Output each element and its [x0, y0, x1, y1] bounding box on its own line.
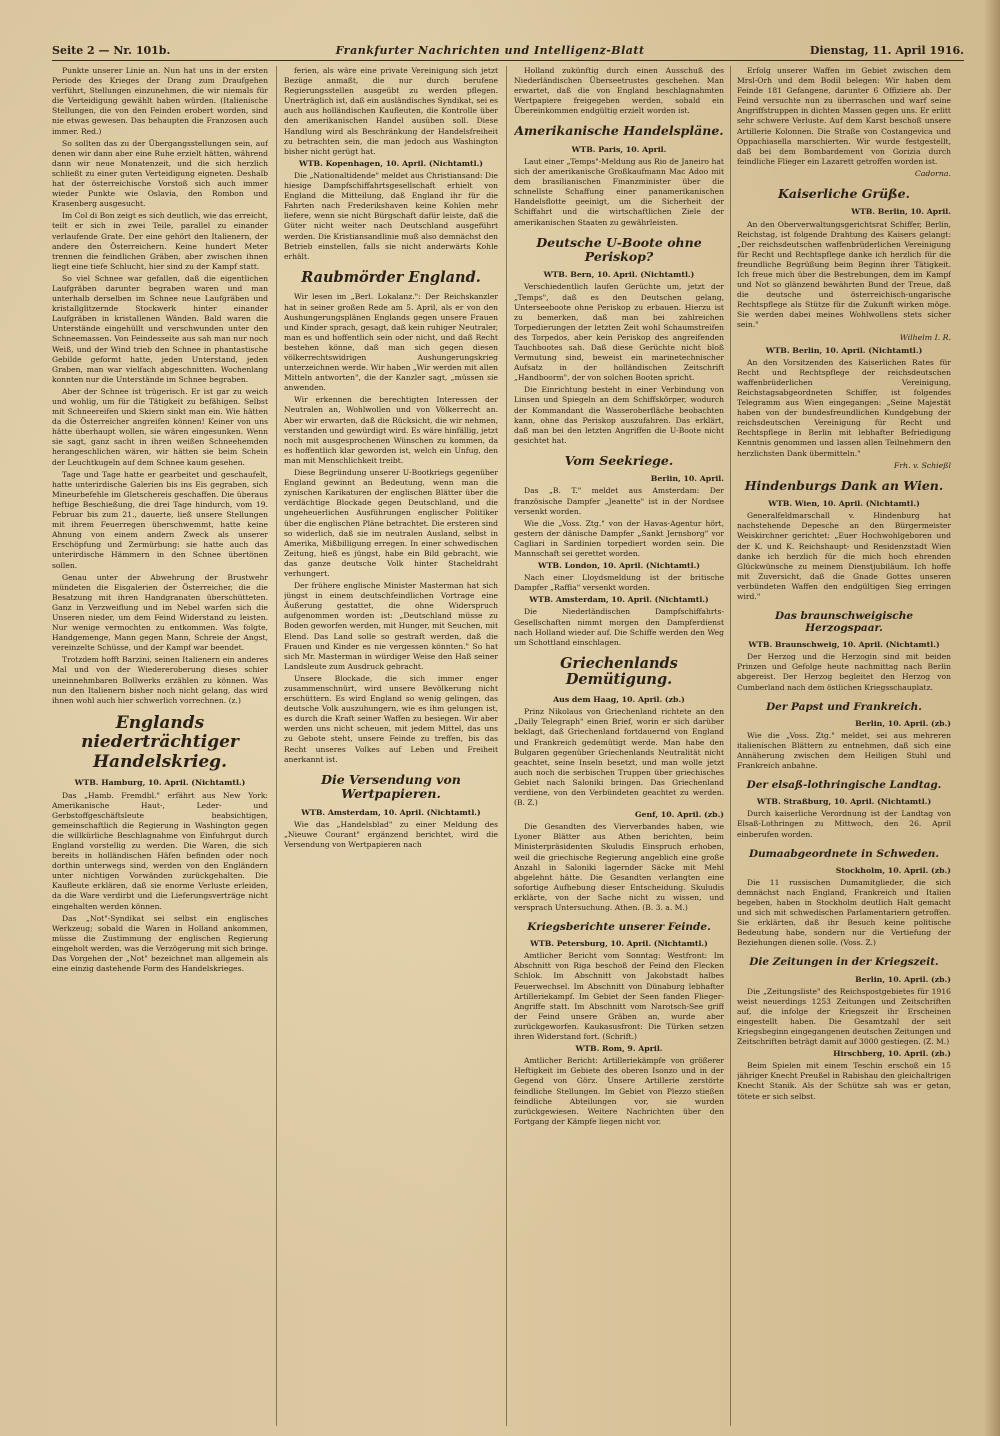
- dateline: WTB. London, 10. April. (Nichtamtl.): [538, 561, 700, 571]
- headline-landtag: Der elsaß-lothringische Landtag.: [746, 779, 942, 792]
- article-text: Unsere Blockade, die sich immer enger zusammenschnürt, wird unsere Bevölkerung nicht erschüttern. Es wird England so wenig gelingen, das deutsche Volk auszuhungern, wie es ihm gelungen ist, es durch die Kraft seiner Waffen zu besiegen. Wir aber werden uns nicht scheuen, mit jedem Mittel, das uns zu Gebote steht, unsere Feinde zu treffen, bis das Recht unseres Volkes auf Leben und Freiheit anerkannt ist.: [284, 673, 498, 764]
- article-text: So sollten das zu der Übergangsstellungen sein, auf denen wir dann aber eine Ruhe erzielt hätten, während dann wir neue Monatenzeit, und die sich herzlich schließt zu einer guten Verteidigung eigneten. Deshalb hat der österreichische Vorstoß sich auch immer wieder Punkte wie Oslavia, den Rombon und Krasenberg ausgesucht.: [52, 138, 268, 209]
- dateline: WTB. Paris, 10. April.: [571, 144, 667, 154]
- dateline: WTB. Berlin, 10. April.: [851, 207, 951, 217]
- page-edge-shadow: [984, 0, 1000, 1436]
- article-text: Die Niederländischen Dampfschiffahrts-Gesellschaften nimmt morgen den Dampferdienst nach Holland wieder auf. Die Schiffe werden den Weg um Schottland einschlagen.: [514, 607, 724, 647]
- article-text: Verschiedentlich laufen Gerüchte um, jetzt der „Temps", daß es den Deutschen gelang, Unterseeboote ohne Periskop zu erbauen. Hierzu ist zu bemerken, daß man bei zahlreichen Torpedierungen der letzten Zeit wohl Schaumstreifen des Torpedos, aber kein Periskop des angreifenden Tauchbootes sah. Daß diese Gerüchte nicht bloß Vermutung sind, beweist ein marinetechnischer Aufsatz in der holländischen Zeitschrift „Handboorm", der von solchen Booten spricht.: [514, 282, 724, 383]
- column-3: [514, 66, 724, 1426]
- page-number: Seite 2 — Nr. 101b.: [52, 43, 171, 57]
- article-text: Das „Hamb. Fremdbl." erfährt aus New York: Amerikanische Haut-, Leder- und Gerbstoffgeschäftsleute beabsichtigen, gemeinschaftlich die Regierung in Washington gegen die willkürliche Beschlagnahme von Einfuhrgut durch England vorstellig zu werden. Die Waren, die sich bereits in holländischen Häfen befinden oder noch dorthin unterwegs sind, werden von den Engländern unter nichtigen Vorwänden zurückgehalten. Die Kaufleute erklären, daß sie enorme Verluste erleiden, da die Ware verdirbt und die Lieferungsverträge nicht eingehalten werden können.: [52, 790, 268, 911]
- headline-seekriege: Vom Seekriege.: [564, 452, 674, 468]
- column-4: [737, 66, 951, 1426]
- dateline: WTB. Berlin, 10. April. (Nichtamtl.): [765, 345, 923, 355]
- dateline: WTB. Petersburg, 10. April. (Nichtamtl.): [530, 939, 708, 949]
- dateline: WTB. Amsterdam, 10. April. (Nichtamtl.): [529, 595, 709, 605]
- article-text: Laut einer „Temps"-Meldung aus Rio de Janeiro hat sich der amerikanische Großkaufmann Mac Adoo mit dem brasilianischen Finanzminister über die schnellste Schaffung einer panamerikanischen Handelsflotte geeinigt, um die Sicherheit der Schiffahrt und die wirtschaftlichen Ziele der amerikanischen Staaten zu gewährleisten.: [514, 156, 724, 227]
- headline-kriegsberichte: Kriegsberichte unserer Feinde.: [527, 921, 711, 934]
- signature: Wilhelm I. R.: [899, 332, 951, 342]
- article-text: Die „Nationaltidende" meldet aus Christiansand: Die hiesige Dampfschiffahrtsgesellschaft erhielt von England die Mitteilung, daß England ihr für die Fahrten nach Frederikshaven keine Kohlen mehr liefere, wenn sie nicht Bürgschaft dafür leiste, daß die Güter nicht weiter nach Deutschland ausgeführt werden. Die Kristiansandlinie muß also demnächst den Betrieb einstellen, falls sie nicht anderwärts Kohle erhält.: [284, 170, 498, 261]
- dateline: Hirschberg, 10. April. (zb.): [833, 1049, 951, 1059]
- dateline: WTB. Hamburg, 10. April. (Nichtamtl.): [74, 778, 246, 788]
- article-text: Wie die „Voss. Ztg." meldet, sei aus mehreren italienischen Blättern zu entnehmen, daß sich eine Annäherung zwischen dem Heiligen Stuhl und Frankreich anbahne.: [737, 730, 951, 771]
- article-text: Trotzdem hofft Barzini, seinen Italienern ein anderes Mal und von der Wiedereroberung dieses schier uneinnehmbaren Bollwerks erzählen zu können. Was nun den Italienern bisher noch nicht gelang, das wird ihnen wohl auch hier schwerlich vorrechnen. (z.): [52, 655, 268, 705]
- article-text: Nach einer Lloydsmeldung ist der britische Dampfer „Raffia" versenkt worden.: [514, 573, 724, 593]
- article-text: Amtlicher Bericht vom Sonntag: Westfront: Im Abschnitt von Riga beschoß der Feind den Flecken Schlok. Im Abschnitt von Jakobstadt halbes Feuerwechsel. Im Abschnitt von Dünaburg lebhafter Artilleriekampf. Im Gebiet der Seen fanden Flieger-Angriffe statt. Im Abschnitt vom Narotsch-See griff der Feind unsere Gräben an, wurde aber zurückgeworfen. Kaukasusfront: Die Türken setzen ihren Widerstand fort. (Schrift.): [514, 951, 724, 1042]
- article-text: Beim Spielen mit einem Teschin erschoß ein 15 jähriger Knecht Preußel in Rabishau den gleichaltrigen Knecht Stanik. Als der Schütze sah was er getan, tötete er sich selbst.: [737, 1061, 951, 1101]
- article-text: ferien, als wäre eine private Vereinigung sich jetzt Bezüge anmaßt, die nur durch berufene Regierungsstellen ausgeübt zu werden pflegen. Unerträglich ist, daß ein ausländisches Syndikat, sei es auch aus holländischen Kaufleuten, die Kontrolle über den amerikanischen Handel ausüben soll. Diese Handlung wird als Beschränkung der Handelsfreiheit zu betrachten sein, die man jedoch aus Washington bisher nicht gerügt hat.: [284, 66, 498, 156]
- article-text: Tage und Tage hatte er gearbeitet und geschaufelt, hatte unterirdische Galerien bis ins Eis gegraben, sich Mineurbefehle im Gletschereis geschaffen. Die überaus heftige Beschießung, die drei Tage hindurch, vom 19. Februar bis zum 21., dauerte, ließ unsere Stellungen mit ihrem Feuerregen überschwemmt, hatte keine Ahnung von einem andern Zweck als unserer Erschöpfung und Zermürbung: sie hatte auch das unterirdische Hämmern in den Schnee übertönen sollen.: [52, 469, 268, 570]
- signature: Frh. v. Schießl: [893, 460, 951, 470]
- article-text: Im Col di Bon zeigt es sich deutlich, wie das erreicht, teilt er sich in zwei Teile, parallel zu einander verlaufende Grate. Der eine gehört den Italienern, der andere den Österreichern. Keine hundert Meter trennen die feindlichen Gräben, aber zwischen ihnen liegt eine tiefe Schlucht, hier sind zu der Kampf statt.: [52, 211, 268, 271]
- article-text: Diese Begründung unserer U-Bootkriegs gegenüber England gewinnt an Bedeutung, wenn man die zynischen Karikaturen der englischen Blätter über die verdächtige Blockade gegen Deutschland, und die ungeheuerlichen Ausführungen englischer Politiker über die englischen Pläne betrachtet. Die ersteren sind so widerlich, daß sie im neutralen Ausland, selbst in Amerika, Mißbilligung erregen. In einer schwedischen Zeitung, hieß es jüngst, habe ein Bild gebracht, wie das ganze deutsche Volk hinter Stacheldraht verhungert.: [284, 468, 498, 578]
- article-text: Wir lesen im „Berl. Lokalanz.": Der Reichskanzler hat in seiner großen Rede am 5. April, als er von den Aushungerungsplänen Englands gegen unsere Frauen und Kinder sprach, gesagt, daß kein ruhiger Neutraler, man es und hoffentlich sein oder nicht, und daß Recht bestehen könne, daß man sich gegen diesen völkerrechtswidrigen Aushungerungskrieg unterzeichnen werde. Wir haben „Wir werden mit allen Mitteln antworten", die der Kanzler sagt, „müssen sie anwenden.: [284, 292, 498, 393]
- dateline: Aus dem Haag, 10. April. (zb.): [553, 695, 685, 705]
- article-text: An den Oberverwaltungsgerichtsrat Schiffer, Berlin, Reichstag, ist folgende Drahtung des Kaisers gelangt: „Der reichsdeutschen waffenbrüderlichen Vereinigung für Recht und Rechtspflege danke ich herzlich für die freundliche Begrüßung beim Beginn ihrer Tätigkeit. Ich freue mich über die Bestrebungen, dem im Kampf und Not so glänzend bewährten Bund der Treue, daß die deutsche und österreichisch-ungarische Rechtspflege als Stütze für die Zukunft wirken möge. Sie werden dabei meines Wohlwollens stets sicher sein.": [737, 219, 951, 330]
- headline-kaiserliche-gruesse: Kaiserliche Grüße.: [778, 186, 910, 202]
- article-text: Das „Not"-Syndikat sei selbst ein englisches Werkzeug; sobald die Waren in Holland ankommen, müsse die Zustimmung der englischen Regierung eingeholt werden, was die Verzögerung mit sich bringe. Das Vorgehen der „Not" bezeichnet man allgemein als eine einzig dastehende Form des Handelskrieges.: [52, 913, 268, 974]
- column-divider: [730, 66, 731, 1426]
- article-text: Genau unter der Abwehrung der Brustwehr mündeten die Eisgalerien der Österreicher, die die Besatzung mit ihren Handgranaten überschütteten. Ganz in Verzweiflung und im Nebel warfen sich die Unseren nieder, um dem Feind Widerstand zu leisten. Nur wenige vermochten zu entkommen. Was folgte, Handgemenge, Mann gegen Mann, Schreie der Angst, vereinzelte Schüsse, und der Kampf war beendet.: [52, 572, 268, 653]
- headline-u-boote: Deutsche U-Boote ohne Periskop?: [536, 234, 702, 264]
- article-text: Durch kaiserliche Verordnung ist der Landtag von Elsaß-Lothringen zu Mittwoch, den 26. April einberufen worden.: [737, 809, 951, 839]
- dateline: Genf, 10. April. (zb.): [634, 810, 724, 820]
- headline-zeitungen: Die Zeitungen in der Kriegszeit.: [749, 956, 939, 969]
- dateline: Stockholm, 10. April. (zb.): [835, 865, 951, 875]
- article-text: Holland zukünftig durch einen Ausschuß des Niederländischen Überseetrustes geschehen. Man erwartet, daß die von England beschlagnahmten Wertpapiere freigegeben werden, sobald ein Übereinkommen endgültig erzielt worden ist.: [514, 66, 724, 116]
- dateline: WTB. Kopenhagen, 10. April. (Nichtamtl.): [299, 158, 483, 168]
- column-divider: [276, 66, 277, 1426]
- dateline: Berlin, 10. April.: [650, 474, 724, 484]
- dateline: WTB. Bern, 10. April. (Nichtamtl.): [543, 270, 695, 280]
- article-text: Wir erkennen die berechtigten Interessen der Neutralen an, Wohlwollen und von Völkerrecht an. Aber wir erwarten, daß die Rücksicht, die wir nehmen, verstanden und gewürdigt wird. Es wäre hinfällig, jetzt noch mit ausgesprochenen Wünschen zu kommen, da es hoffentlich klar geworden ist, welch ein Unfug, den man mit Menschlichkeit treibt.: [284, 395, 498, 465]
- dateline: WTB. Straßburg, 10. April. (Nichtamtl.): [756, 797, 932, 807]
- article-text: So viel Schnee war gefallen, daß die eigentlichen Laufgräben darunter begraben waren und man unterhalb derselben im Schnee neue Laufgräben und kristallglitzernde Stockwerk hinter einander Laufgräben in kristallenen Wänden. Bald waren die Unterstände eingehüllt und verschwunden unter den Schneemassen. Von Feindesseite aus sah man nur noch Weiß, und der Wind trieb den Schnee in phantastische Gebilde geformt hatte, jeden Unterstand, jeden Graben, man war vielfach abgeschnitten. Wochenlang konnten nur die Unterstände im Schnee begraben.: [52, 273, 268, 384]
- headline-handelskrieg: Englands niederträchtiger Handelskrieg.: [81, 712, 239, 772]
- headline-hindenburg: Hindenburgs Dank an Wien.: [744, 477, 944, 493]
- signature: Cadorna.: [914, 168, 951, 178]
- article-text: Die Gesandten des Vierverbandes haben, wie Lyoner Blätter aus Athen berichten, beim Ministerpräsidenten Skuludis Einspruch erhoben, weil die griechische Regierung angeblich eine große Anzahl in Saloniki lagernder Säcke mit Mehl abgelehnt hätte. Die Gesandten verlangten eine sofortige Aufhebung dieser Entscheidung. Skuludis erklärte, von der Sache nicht zu wissen, und versprach Untersuchung. Athen. (B. 3. a. M.): [514, 822, 724, 913]
- headline-griechenland: Griechenlands Demütigung.: [560, 654, 678, 689]
- dateline: WTB. Wien, 10. April. (Nichtamtl.): [768, 499, 920, 509]
- article-text: Wie die „Voss. Ztg." von der Havas-Agentur hört, gestern der dänische Dampfer „Sankt Jernsborg" vor Cagliari in Sardinien torpediert worden sein. Die Mannschaft sei gerettet worden.: [514, 518, 724, 558]
- dateline: WTB. Rom, 9. April.: [575, 1044, 663, 1054]
- article-text: Der frühere englische Minister Masterman hat sich jüngst in einem deutschfeindlichen Vortrage eine Äußerung gestattet, die ohne Widerspruch aufgenommen worden ist: „Deutschland müsse zu Boden geworfen werden, mit Hunger, mit Seuchen, mit Elend. Das Land solle so gestraft werden, daß die Frauen und Kinder es nie vergessen könnten." So hat sich Mr. Masterman in würdiger Weise den Haß seiner Landsleute zum Ausdruck gebracht.: [284, 581, 498, 671]
- article-text: Generalfeldmarschall v. Hindenburg hat nachstehende Depesche an den Bürgermeister Weiskirchner gerichtet: „Euer Hochwohlgeboren und der K. und K. Reichshaupt- und Residenzstadt Wien danke ich herzlich für die mich hoch ehrenden Glückwünsche zu meinem Dienstjubiläum. Ich hoffe mit Zuversicht, daß die Gnade Gottes unseren verbündeten Waffen den endgültigen Sieg erringen wird.": [737, 511, 951, 601]
- article-text: Prinz Nikolaus von Griechenland richtete an den „Daily Telegraph" einen Brief, worin er sich darüber beklagt, daß Griechenland fortdauernd von England und Frankreich gedemütigt werde. Man habe den Bulgaren gegenüber Griechenlands Neutralität nicht geachtet, seine Inseln besetzt, und man wolle jetzt auch noch die serbischen Truppen über griechisches Gebiet nach Saloniki bringen. Das Griechenland verdiene, von den Verbündeten geachtet zu werden. (B. Z.): [514, 707, 724, 808]
- headline-raubmoerder-england: Raubmörder England.: [301, 268, 481, 286]
- header-rule: [52, 60, 964, 61]
- dateline: Berlin, 10. April. (zb.): [855, 974, 951, 984]
- dateline: WTB. Braunschweig, 10. April. (Nichtamtl.): [748, 640, 940, 650]
- article-text: Amtlicher Bericht: Artilleriekämpfe von größerer Heftigkeit im Gebiete des oberen Isonzo und in der Gegend von Görz. Unsere Artillerie zerstörte feindliche Stellungen. Im Gebiet von Plezzo stießen feindliche Abteilungen vor, sie wurden zurückgewiesen. Weitere Nachrichten über den Fortgang der Kämpfe liegen nicht vor.: [514, 1056, 724, 1126]
- article-text: Der Herzog und die Herzogin sind mit beiden Prinzen und Gefolge heute nachmittag nach Berlin abgereist. Der Herzog begleitet den Herzog von Cumberland nach dem östlichen Kriegsschauplatz.: [737, 652, 951, 692]
- article-text: Aber der Schnee ist trügerisch. Er ist gar zu weich und wohlig, um für die Tätigkeit zu befähigen. Selbst mit Schneereifen und Skiern sinkt man ein. Wie hätten da die Österreicher angreifen können! Keiner von uns hätte überhaupt wollen, sie wären eingesunken. Wenn sie sagt, ganz sacht in ihren weißen Schneehemden herangeschlichen wären, wir hätten sie beim Schein der Leuchtkugeln auf dem Schnee kaum gesehen.: [52, 386, 268, 467]
- headline-papst: Der Papst und Frankreich.: [766, 700, 922, 713]
- masthead-title: Frankfurter Nachrichten und Intelligenz-Blatt: [335, 43, 645, 57]
- dateline: WTB. Amsterdam, 10. April. (Nichtamtl.): [301, 807, 481, 817]
- article-text: Die Einrichtung besteht in einer Verbindung von Linsen und Spiegeln an dem Schiffskörper, wodurch der Kommandant die Wasseroberfläche beobachten kann, ohne das Periskop auszufahren. Das erklärt, daß man bei den letzten Angriffen die U-Boote nicht gesichtet hat.: [514, 385, 724, 445]
- page-header: [52, 40, 964, 60]
- column-divider: [506, 66, 507, 1426]
- issue-date: Dienstag, 11. April 1916.: [809, 43, 964, 57]
- headline-herzogspaar: Das braunschweigische Herzogspaar.: [774, 610, 914, 635]
- article-text: Die 11 russischen Dumamitglieder, die sich demnächst nach England, Frankreich und Italien begeben, haben in Stockholm deutlich Halt gemacht und sich mit schwedischen Parlamentariern getroffen. Sie erklärten, daß ihr Besuch keine politische Bedeutung habe, sondern nur die Vertiefung der Beziehungen dienen solle. (Voss. Z.): [737, 877, 951, 948]
- article-text: Erfolg unserer Waffen im Gebiet zwischen dem Mrsl-Orh und dem Bodil belegen: Wir haben dem Feinde 181 Gefangene, darunter 6 Offiziere ab. Der Feind versuchte nun zu überraschen und warf seine Angriffstruppen in dichten Massen gegen uns. Er erlitt sehr schwere Verluste. Auf dem Karst beschoß unsere Artillerie Kolonnen. Die Straße von Costangevica und Oppachiasella marschierten. Wir wurde festgestellt, daß bei dem Bombardement von Gorizia durch feindliche Flieger ein Lazarett getroffen worden ist.: [737, 66, 951, 166]
- article-text: Die „Zeitungsliste" des Reichspostgebietes für 1916 weist neuerdings 1253 Zeitungen und Zeitschriften auf, die infolge der Kriegszeit ihr Erscheinen eingestellt haben. Die Gesamtzahl der seit Kriegsbeginn eingegangenen deutschen Zeitungen und Zeitschriften beträgt damit auf 3000 gestiegen. (Z. M.): [737, 986, 951, 1047]
- article-text: Das „B. T." meldet aus Amsterdam: Der französische Dampfer „Jeanette" ist in der Nordsee versenkt worden.: [514, 486, 724, 516]
- dateline: Berlin, 10. April. (zb.): [855, 718, 951, 728]
- headline-dumaabgeordnete: Dumaabgeordnete in Schweden.: [748, 847, 940, 860]
- headline-wertpapiere: Die Versendung von Wertpapieren.: [321, 771, 461, 802]
- article-text: An den Vorsitzenden des Kaiserlichen Rates für Recht und Rechtspflege der reichsdeutschen waffenbrüderlichen Vereinigung, Reichstagsabgeordneten Schiffer, ist folgendes Telegramm aus Wien eingegangen: „Seine Majestät haben von der bundesfreundlichen Kundgebung der reichsdeutschen Vereinigung für Recht und Rechtspflege in Berlin mit lebhafter Befriedigung Kenntnis genommen und lassen allen Teilnehmern den herzlichsten Dank übermitteln.": [737, 357, 951, 458]
- column-1: [52, 66, 268, 1426]
- headline-handelsplaene: Amerikanische Handelspläne.: [514, 123, 724, 139]
- article-text: Punkte unserer Linie an. Nun hat uns in der ersten Periode des Krieges der Drang zum Draufgehen verführt, Stellungen einzunehmen, die wir niemals für die Verteidigung gewählt haben würden. (Italienische Stellungen, die von den Feinden erobert worden, sind nie etwas gewesen. Das behaupten die Franzosen auch immer. Red.): [52, 66, 268, 136]
- article-text: Wie das „Handelsblad" zu einer Meldung des „Nieuwe Courant" ergänzend berichtet, wird die Versendung von Wertpapieren nach: [284, 819, 498, 849]
- column-2: [284, 66, 498, 1426]
